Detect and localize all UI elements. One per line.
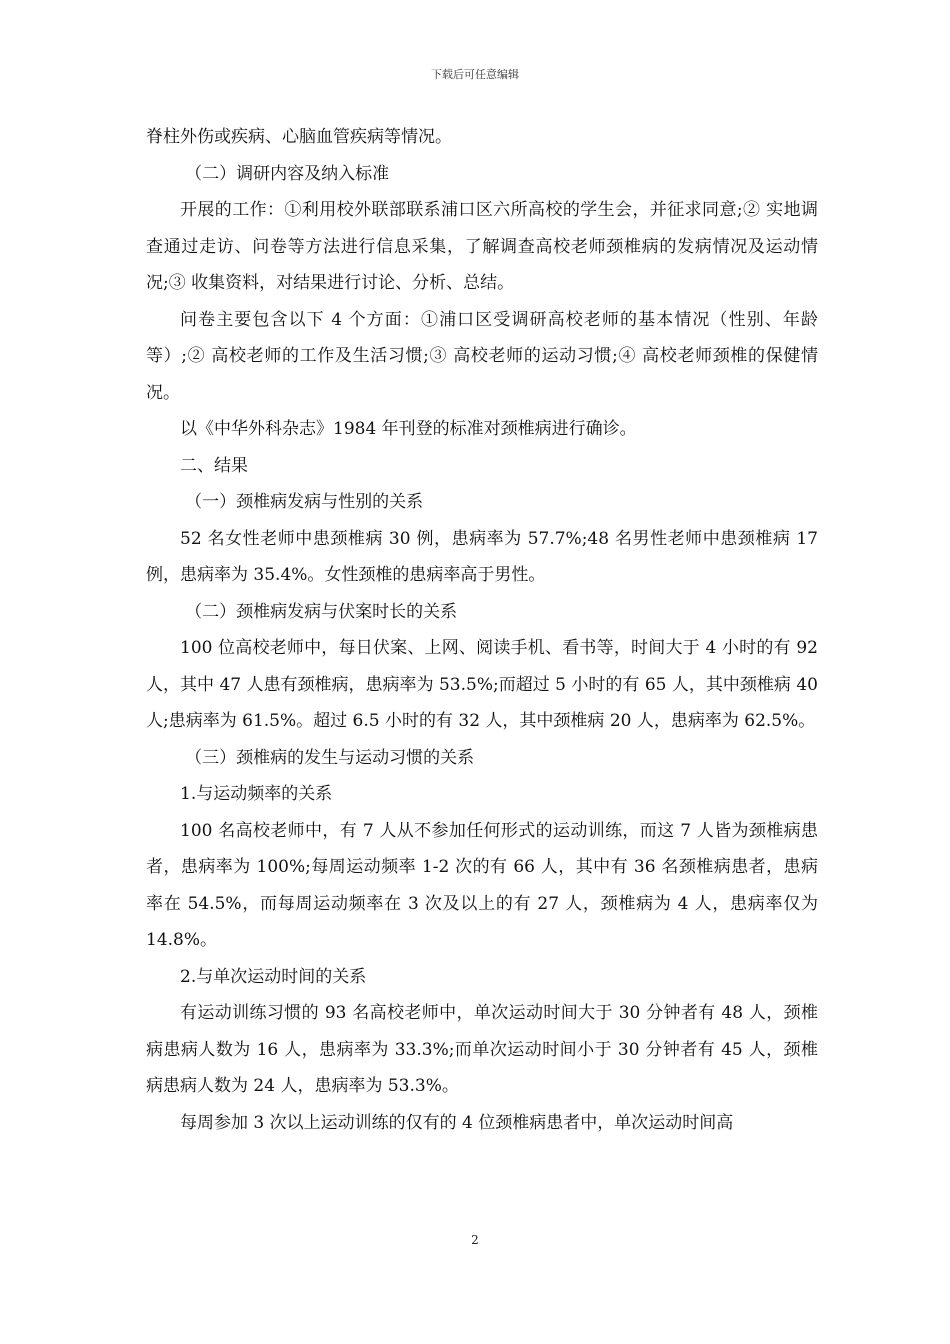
paragraph: 问卷主要包含以下 4 个方面：①浦口区受调研高校老师的基本情况（性别、年龄等）;② 高校老师的工作及生活习惯;③ 高校老师的运动习惯;④ 高校老师颈椎的保健情况。 <box>146 309 818 403</box>
page-number: 2 <box>471 1233 479 1247</box>
sub-heading: 2.与单次运动时间的关系 <box>180 966 367 987</box>
section-heading: （二）颈椎病发病与伏案时长的关系 <box>185 601 458 622</box>
section-heading: 二、结果 <box>180 455 248 476</box>
paragraph: 以《中华外科杂志》1984 年刊登的标准对颈椎病进行确诊。 <box>180 419 637 439</box>
paragraph: 有运动训练习惯的 93 名高校老师中，单次运动时间大于 30 分钟者有 48 人，颈椎病患病人数为 16 人，患病率为 33.3%;而单次运动时间小于 30 分钟者有 45 人，颈椎病患病人数为 24 人，患病率为 53.3%。 <box>146 1003 818 1096</box>
paragraph-continuation: 脊柱外伤或疾病、心脑血管疾病等情况。 <box>146 127 452 147</box>
sub-heading: 1.与运动频率的关系 <box>180 784 333 804</box>
paragraph: 开展的工作：①利用校外联部联系浦口区六所高校的学生会，并征求同意;② 实地调查通过走访、问卷等方法进行信息采集，了解调查高校老师颈椎病的发病情况及运动情况;③ 收集资料，对结果进行讨论、分析、总结。 <box>146 200 818 293</box>
page-header: 下载后可任意编辑 <box>431 68 519 81</box>
paragraph: 100 名高校老师中，有 7 人从不参加任何形式的运动训练，而这 7 人皆为颈椎病患者，患病率为 100%;每周运动频率 1-2 次的有 66 人，其中有 36 名颈椎病患者，患病率在 54.5%，而每周运动频率在 3 次及以上的有 27 人，颈椎病为 4 人，患病率仅为 14.8%。 <box>146 820 818 950</box>
paragraph: 每周参加 3 次以上运动训练的仅有的 4 位颈椎病患者中，单次运动时间高 <box>180 1112 734 1133</box>
section-heading: （三）颈椎病的发生与运动习惯的关系 <box>185 747 475 768</box>
paragraph: 100 位高校老师中，每日伏案、上网、阅读手机、看书等，时间大于 4 小时的有 92 人，其中 47 人患有颈椎病，患病率为 53.5%;而超过 5 小时的有 65 人，其中颈椎病 40 人;患病率为 61.5%。超过 6.5 小时的有 32 人，其中颈椎病 20 人，患病率为 62.5%。 <box>146 638 818 731</box>
paragraph: 52 名女性老师中患颈椎病 30 例，患病率为 57.7%;48 名男性老师中患颈椎病 17 例，患病率为 35.4%。女性颈椎的患病率高于男性。 <box>146 528 818 585</box>
section-heading: （一）颈椎病发病与性别的关系 <box>185 492 424 512</box>
document-body <box>146 119 818 1141</box>
section-heading: （二）调研内容及纳入标准 <box>185 163 390 184</box>
